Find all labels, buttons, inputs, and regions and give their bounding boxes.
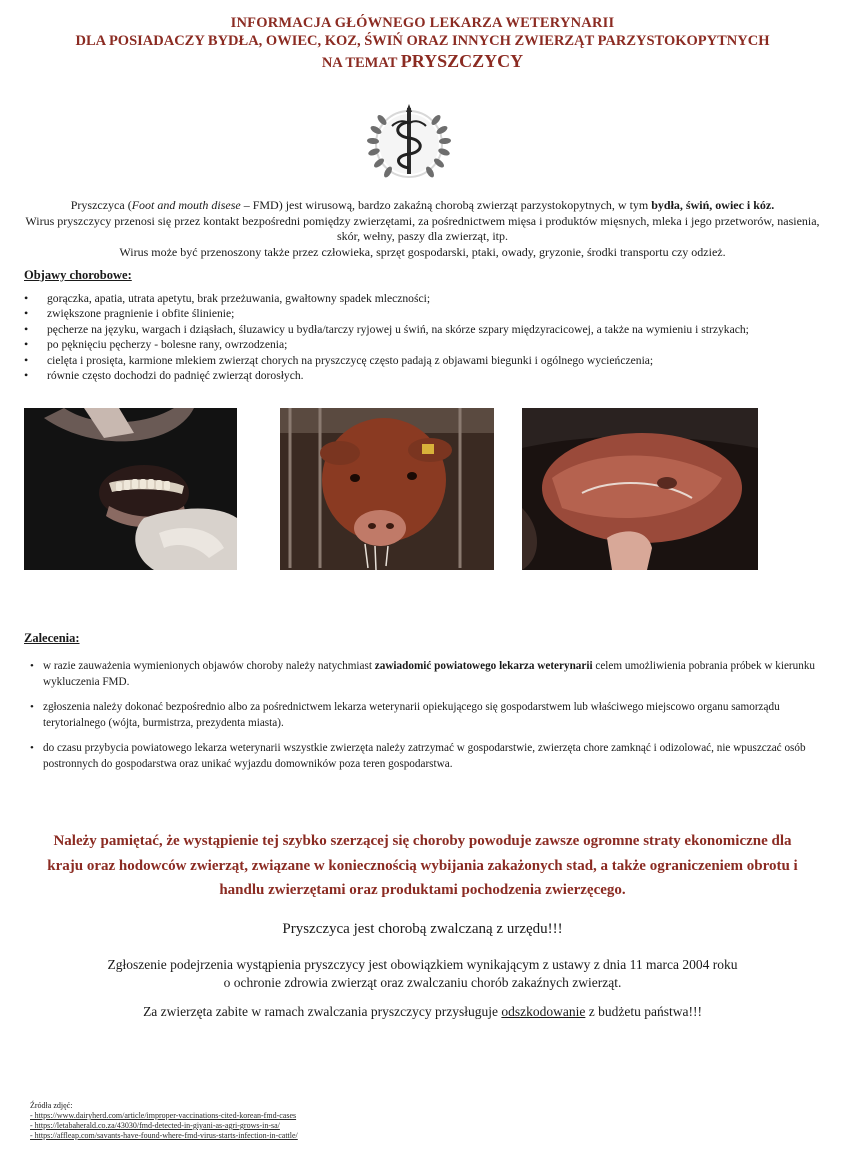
rec-1-start: w razie zauważenia wymienionych objawów choroby należy natychmiast [43,660,375,672]
intro-p1-middle: – FMD) jest wirusową, bardzo zakaźną chorobą zwierząt parzystokopytnych, w tym [240,198,652,212]
reporting-obligation-notice [0,956,845,992]
intro-paragraph-3: Wirus może być przenoszony także przez człowieka, sprzęt gospodarski, ptaki, owady, gryzonie, środki transportu czy odzież. [119,244,726,259]
header-line-1: INFORMACJA GŁÓWNEGO LEKARZA WETERYNARII [230,15,615,31]
compensation-end: z budżetu państwa!!! [585,1004,702,1019]
list-item: • zwiększone pragnienie i obfite ślinienie; [24,306,824,321]
symptoms-heading: Objawy chorobowe: [24,268,132,282]
intro-paragraph-2: Wirus pryszczycy przenosi się przez kontakt bezpośredni pomiędzy zwierzętami, za pośrednictwem mięsa i produktów mięsnych, mleka i jego przetworów, nasienia, skór, wełny, paszy dla zwierząt, itp. [25,213,820,243]
official-disease-notice: Pryszczyca jest chorobą zwalczaną z urzędu!!! [282,921,563,937]
list-item: • do czasu przybycia powiatowego lekarza weterynarii wszystkie zwierzęta należy zatrzymać w gospodarstwie, zwierzęta chore zamknąć i odizolować, nie wpuszczać osób postronnych do gospodarstwa oraz unikać wyjazdu domowników poza teren gospodarstwa. [30,740,815,772]
list-item: • po pęknięciu pęcherzy - bolesne rany, owrzodzenia; [24,337,824,352]
photo-cow-salivation [280,408,494,570]
source-link[interactable]: - https://affleap.com/savants-have-found-where-fmd-virus-starts-infection-in-cattle/ [30,1131,298,1140]
intro-p1-italic: Foot and mouth disese [131,198,241,212]
source-link[interactable]: - https://letabaherald.co.za/43030/fmd-detected-in-giyani-as-agri-grows-in-sa/ [30,1121,280,1130]
document-header [0,14,845,74]
intro-p1-start: Pryszczyca ( [70,198,132,212]
economic-warning: Należy pamiętać, że wystąpienie tej szybko szerzącej się choroby powoduje zawsze ogromne straty ekonomiczne dla kraju oraz hodowców zwierząt, związane w koniecznością wybijania zakażonych stad, a także ograniczeniem obrotu i handlu zwierzętami oraz produktami pochodzenia zwierzęcego. [47,833,798,898]
intro-text [20,198,825,260]
header-line-2: DLA POSIADACZY BYDŁA, OWIEC, KOZ, ŚWIŃ ORAZ INNYCH ZWIERZĄT PARZYSTOKOPYTNYCH [75,33,770,49]
reporting-line-1: Zgłoszenie podejrzenia wystąpienia pryszczycy jest obowiązkiem wynikającym z ustawy z dnia 11 marca 2004 roku [107,957,738,972]
list-item: • cielęta i prosięta, karmione mlekiem zwierząt chorych na pryszczycę często padają z objawami biegunki i ogólnego wycieńczenia; [24,353,824,368]
photo-cattle-muzzle [522,408,758,570]
list-item: • zgłoszenia należy dokonać bezpośrednio albo za pośrednictwem lekarza weterynarii opiekującego się gospodarstwem lub właściwego miejscowo organu samorządu terytorialnego (wójta, burmistrza, prezydenta miasta). [30,699,815,731]
compensation-start: Za zwierzęta zabite w ramach zwalczania pryszczycy przysługuje [143,1004,502,1019]
photo-mouth-lesions [24,408,237,570]
list-item: • pęcherze na języku, wargach i dziąsłach, śluzawicy u bydła/tarczy ryjowej u świń, na skórze szpary międzyracicowej, a także na wymieniu i strzykach; [24,322,824,337]
rec-1-bold: zawiadomić powiatowego lekarza weterynarii [374,660,593,672]
symptoms-list [24,291,824,383]
header-prefix: NA TEMAT [321,55,398,71]
recommendations-list [30,658,815,781]
header-line-3 [0,50,845,74]
photo-sources [30,1101,298,1141]
intro-p1-bold: bydła, świń, owiec i kóz. [651,198,775,212]
recommendations-heading: Zalecenia: [24,631,80,645]
intro-paragraph-1 [20,198,825,214]
veterinary-emblem-icon [362,100,456,190]
reporting-line-2: o ochronie zdrowia zwierząt oraz zwalczaniu chorób zakaźnych zwierząt. [223,975,622,990]
rec-1-end: celem umożliwienia pobrania próbek w kierunku wykluczenia FMD. [43,660,816,688]
list-item: • równie często dochodzi do padnięć zwierząt dorosłych. [24,368,824,383]
compensation-keyword: odszkodowanie [501,1004,586,1019]
list-item [30,658,815,690]
header-disease-name: PRYSZCZYCY [400,51,524,71]
source-link[interactable]: - https://www.dairyherd.com/article/improper-vaccinations-cited-korean-fmd-cases [30,1111,297,1120]
list-item: • gorączka, apatia, utrata apetytu, brak przeżuwania, gwałtowny spadek mleczności; [24,291,824,306]
sources-title: Źródła zdjęć: [30,1101,73,1110]
compensation-notice [0,1003,845,1021]
